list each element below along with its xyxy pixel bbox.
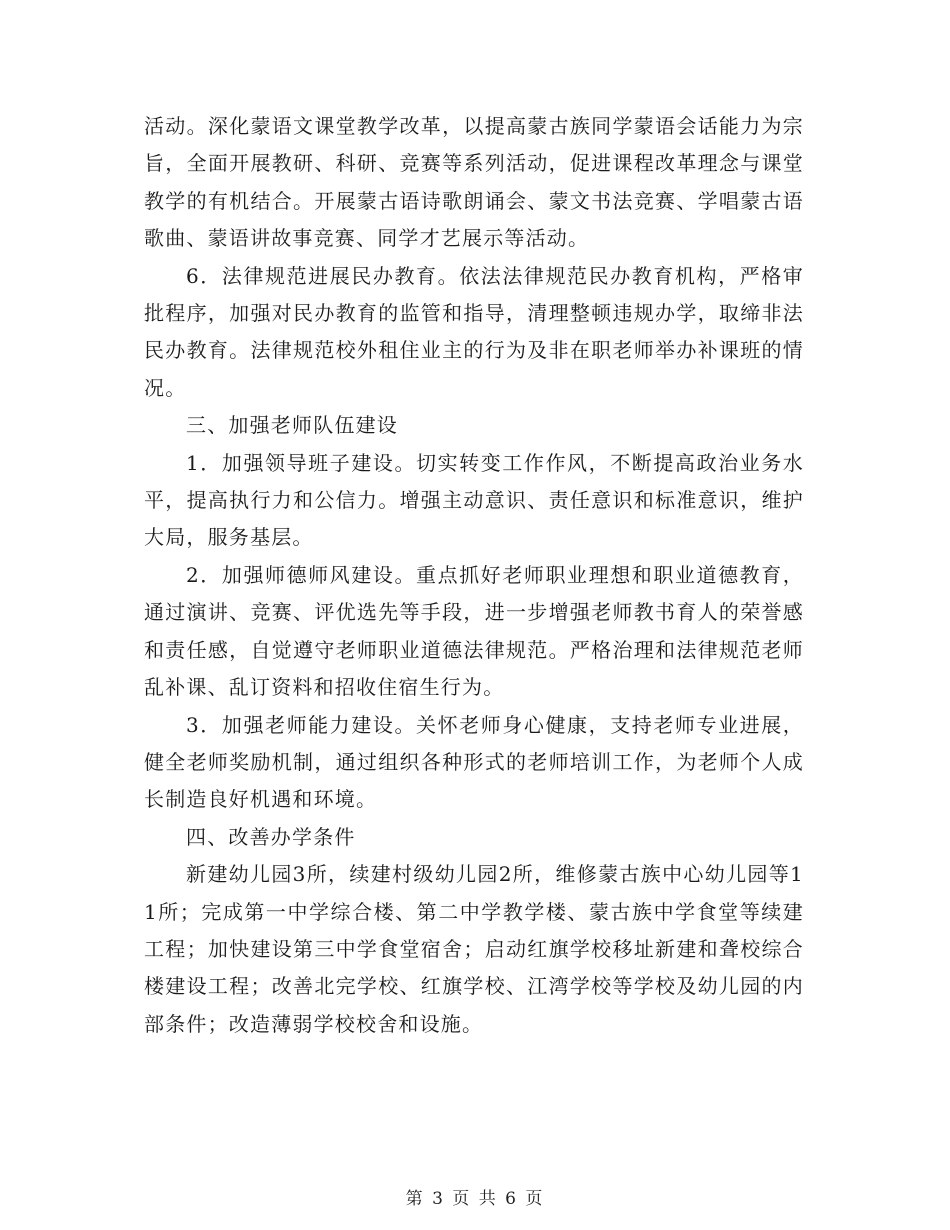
document-body xyxy=(144,108,804,1043)
paragraph-item-3: 3．加强老师能力建设。关怀老师身心健康，支持老师专业进展，健全老师奖励机制，通过组织各种形式的老师培训工作，为老师个人成长制造良好机遇和环境。 xyxy=(144,712,804,812)
paragraph-continuation: 活动。深化蒙语文课堂教学改革，以提高蒙古族同学蒙语会话能力为宗旨，全面开展教研、科研、竞赛等系列活动，促进课程改革理念与课堂教学的有机结合。开展蒙古语诗歌朗诵会、蒙文书法竞赛、学唱蒙古语歌曲、蒙语讲故事竞赛、同学才艺展示等活动。 xyxy=(144,114,804,251)
paragraph-item-2: 2．加强师德师风建设。重点抓好老师职业理想和职业道德教育，通过演讲、竞赛、评优选先等手段，进一步增强老师教书育人的荣誉感和责任感，自觉遵守老师职业道德法律规范。严格治理和法律规范老师乱补课、乱订资料和招收住宿生行为。 xyxy=(144,562,804,700)
paragraph-item-1: 1．加强领导班子建设。切实转变工作作风，不断提高政治业务水平，提高执行力和公信力。增强主动意识、责任意识和标准意识，维护大局，服务基层。 xyxy=(144,450,804,550)
section-heading-3: 三、加强老师队伍建设 xyxy=(186,413,398,438)
paragraph-item-6: 6．法律规范进展民办教育。依法法律规范民办教育机构，严格审批程序，加强对民办教育的监管和指导，清理整顿违规办学，取缔非法民办教育。法律规范校外租住业主的行为及非在职老师举办补课班的情况。 xyxy=(144,263,804,400)
paragraph-facilities: 新建幼儿园3所，续建村级幼儿园2所，维修蒙古族中心幼儿园等11所；完成第一中学综合楼、第二中学教学楼、蒙古族中学食堂等续建工程；加快建设第三中学食堂宿舍；启动红旗学校移址新建和聋校综合楼建设工程；改善北完学校、红旗学校、江湾学校等学校及幼儿园的内部条件；改造薄弱学校校舍和设施。 xyxy=(144,862,804,1036)
section-heading-4: 四、改善办学条件 xyxy=(186,824,356,849)
page-footer: 第 3 页 共 6 页 xyxy=(405,1189,545,1209)
